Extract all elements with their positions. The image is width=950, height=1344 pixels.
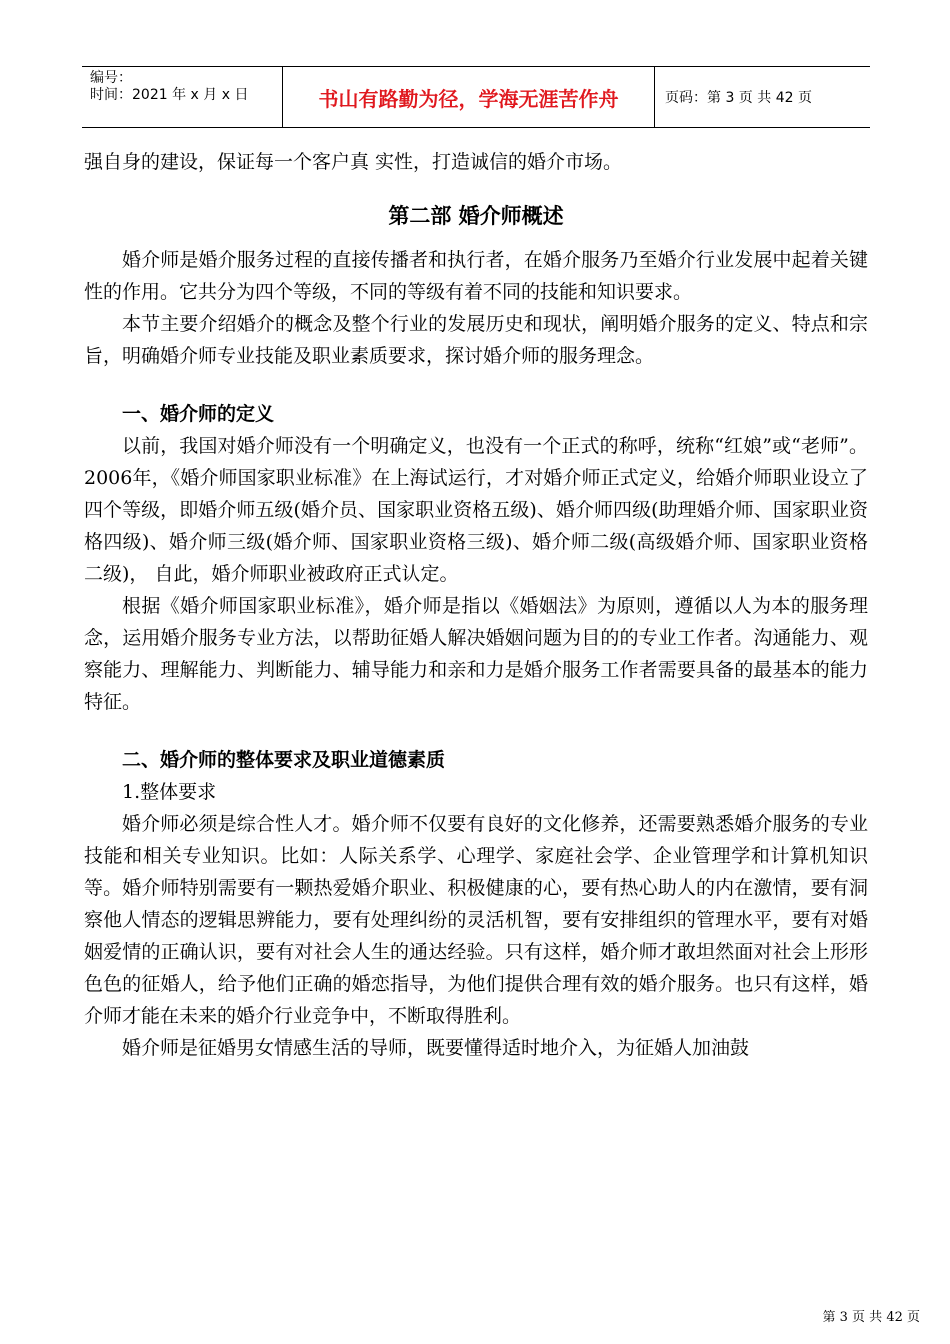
- header-motto: 书山有路勤为径，学海无涯苦作舟: [282, 67, 655, 127]
- paragraph: 本节主要介绍婚介的概念及整个行业的发展历史和现状，阐明婚介服务的定义、特点和宗旨，明确婚介师专业技能及职业素质要求，探讨婚介师的服务理念。: [84, 313, 868, 367]
- paragraph: 以前，我国对婚介师没有一个明确定义，也没有一个正式的称呼，统称“红娘”或“老师”。2006年，《婚介师国家职业标准》在上海试运行，才对婚介师正式定义，给婚介师职业设立了四个等级，即婚介师五级(婚介员、国家职业资格五级)、婚介师四级(助理婚介师、国家职业资格四级)、婚介师三级(婚介师、国家职业资格三级)、婚介师二级(高级婚介师、国家职业资格二级)， 自此，婚介师职业被政府正式认定。: [84, 435, 868, 585]
- page-header: [82, 66, 870, 128]
- header-page-number: 页码：第 3 页 共 42 页: [665, 90, 812, 106]
- paragraph: 婚介师是征婚男女情感生活的导师，既要懂得适时地介入，为征婚人加油鼓: [122, 1037, 750, 1059]
- document-date-label: 时间：2021 年 x 月 x 日: [90, 87, 249, 103]
- header-meta: [82, 67, 282, 127]
- section-heading: 二、婚介师的整体要求及职业道德素质: [122, 749, 446, 771]
- part-title: 第二部 婚介师概述: [388, 204, 564, 228]
- paragraph: 婚介师是婚介服务过程的直接传播者和执行者，在婚介服务乃至婚介行业发展中起着关键性的作用。它共分为四个等级，不同的等级有着不同的技能和知识要求。: [84, 249, 868, 303]
- document-body: [84, 146, 868, 1064]
- continued-paragraph: 强自身的建设，保证每一个客户真 实性，打造诚信的婚介市场。: [84, 151, 623, 173]
- section-heading: 一、婚介师的定义: [122, 403, 275, 425]
- page-footer: 第 3 页 共 42 页: [822, 1310, 920, 1325]
- paragraph: 婚介师必须是综合性人才。婚介师不仅要有良好的文化修养，还需要熟悉婚介服务的专业技能和相关专业知识。比如：人际关系学、心理学、家庭社会学、企业管理学和计算机知识等。婚介师特别需要有一颗热爱婚介职业、积极健康的心，要有热心助人的内在激情，要有洞察他人情态的逻辑思辨能力，要有处理纠纷的灵活机智，要有安排组织的管理水平，要有对婚姻爱情的正确认识，要有对社会人生的通达经验。只有这样，婚介师才敢坦然面对社会上形形色色的征婚人，给予他们正确的婚恋指导，为他们提供合理有效的婚介服务。也只有这样，婚介师才能在未来的婚介行业竞争中，不断取得胜利。: [84, 813, 868, 1027]
- subsection-heading: 1.整体要求: [122, 781, 217, 803]
- document-number-label: 编号：: [90, 70, 132, 86]
- paragraph: 根据《婚介师国家职业标准》，婚介师是指以《婚姻法》为原则，遵循以人为本的服务理念，运用婚介服务专业方法，以帮助征婚人解决婚姻问题为目的的专业工作者。沟通能力、观察能力、理解能力、判断能力、辅导能力和亲和力是婚介服务工作者需要具备的最基本的能力特征。: [84, 595, 868, 713]
